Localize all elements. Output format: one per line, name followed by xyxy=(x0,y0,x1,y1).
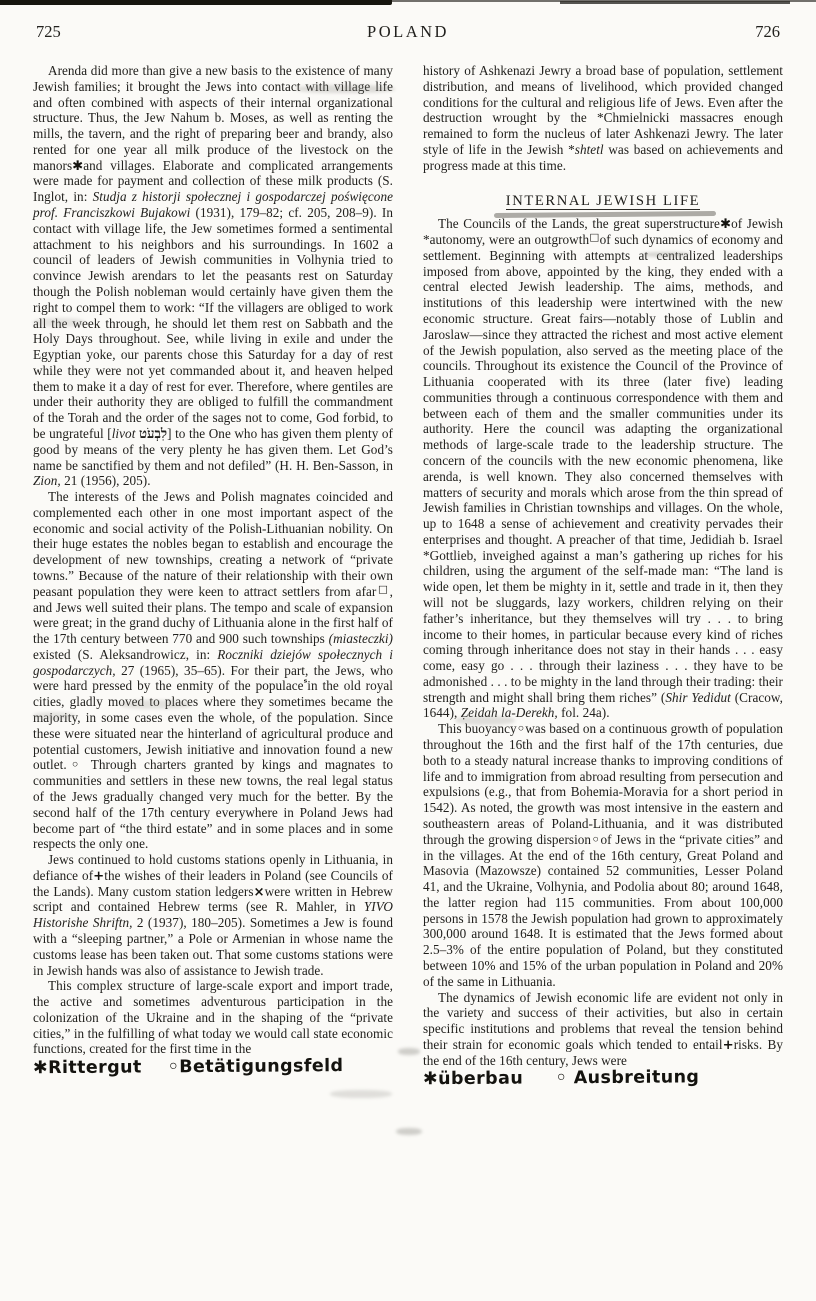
section-heading: INTERNAL JEWISH LIFE xyxy=(505,193,701,210)
handwritten-note: ✱Rittergut ◦Betätigungsfeld xyxy=(32,1056,344,1079)
handwritten-note: ✱überbau ◦ Ausbreitung xyxy=(422,1067,700,1090)
scan-artifact-top-edge-left xyxy=(0,0,392,5)
italic-text: shtetl xyxy=(574,141,604,157)
handwritten-mark: □ xyxy=(376,583,390,596)
handwritten-mark: ✱ xyxy=(719,217,732,233)
handwritten-mark: ◦ xyxy=(516,722,526,738)
scan-smudge xyxy=(642,252,690,257)
scan-smudge xyxy=(396,1128,422,1135)
italic-text: Studja z historji społecznej i gospodarczej poświęcone prof. Franciszkowi Bujakowi xyxy=(33,189,393,221)
scan-smudge xyxy=(33,712,75,720)
handwritten-mark: ◦ xyxy=(66,758,84,774)
italic-text: (miasteczki) xyxy=(328,631,393,647)
italic-text: livot xyxy=(111,425,136,441)
paragraph: This buoyancy◦was based on a continuous growth of population throughout the 16th and the first half of the 17th centuries, due both to a steady natural increase thanks to improving conditions of life and to immigration from abroad resulting from persecution and expulsions (e.g., that from Bohemia-Moravia for a short period in 1542). As noted, the growth was most intensive in the eastern and southeastern areas of Poland-Lithuania, and it was distributed through the growing dispersion◦of Jews in the “private cities” and in the villages. At the end of the 16th century, Great Poland and Masovia (Mazowsze) contained 52 communities, Lesser Poland 41, and the Ukraine, Volhynia, and Podolia about 80; around 1648, the latter region had 115 communities. From about 100,000 persons in 1578 the Jewish population had grown to approximately 300,000 around 1648. It is estimated that the Jews formed about 2.5–3% of the entire population of Poland, but they constituted between 10% and 15% of the urban population in Poland and 20% of the same in Lithuania. xyxy=(423,721,783,989)
scan-smudge xyxy=(398,1048,420,1055)
section-heading-inner xyxy=(503,193,703,211)
handwritten-mark: × xyxy=(253,884,265,900)
page-header xyxy=(36,22,780,42)
page-number-right: 726 xyxy=(755,22,780,41)
scan-smudge xyxy=(330,1090,392,1098)
left-column xyxy=(33,63,393,1087)
scan-smudge xyxy=(295,85,395,93)
scan-smudge xyxy=(120,700,192,709)
right-column xyxy=(422,63,783,1090)
italic-text: Shir Yedidut xyxy=(665,689,731,705)
scan-smudge xyxy=(33,318,85,327)
italic-text: YIVO Historishe Shriftn, xyxy=(33,899,393,931)
italic-text: Zion, xyxy=(33,473,61,489)
italic-text: Ẓeidah la-Derekh, xyxy=(460,705,558,721)
paragraph: This complex structure of large-scale export and import trade, the active and sometimes adventurous participation in the colonization of the Ukraine and in the shaping of the “private cities,” in the fulfilling of what today we would call state economic functions, created for the first time in the xyxy=(33,978,393,1057)
handwritten-mark: ◦ xyxy=(591,832,601,848)
paragraph: history of Ashkenazi Jewry a broad base of population, settlement distribution, and means of livelihood, which provided changed conditions for the cultural and religious life of Jews. Even after the destruction wrought by the *Chmielnicki massacres enough remained to form the nucleus of later Ashkenazi Jewry. The later style of life in the Jewish *shtetl was based on achievements and progress made at this time. xyxy=(423,63,783,173)
scan-smudge xyxy=(455,716,515,725)
paragraph: Arenda did more than give a new basis to the existence of many Jewish families; it brought the Jews into contact with village life and often combined with aspects of their internal organizational structure. Thus, the Jew Nahum b. Moses, as well as renting the mills, the tavern, and the right of preparing beer and brandy, also rented for one year all milk produce of the livestock on the manors✱and villages. Elaborate and complicated arrangements were made for payment and collection of these milk products (S. Inglot, in: Studja z historji społecznej i gospodarczej poświęcone prof. Franciszkowi Bujakowi (1931), 179–82; cf. 205, 208–9). In contact with village life, the Jew sometimes formed a sentimental attachment to his neighbors and his surroundings. In 1602 a council of leaders of Jewish communities in Volhynia tried to convince Jewish arendars to let the peasants rest on Saturday though the Polish nobleman would certainly have given them the right to compel them to work: “If the villagers are obliged to work all the week through, he should let them rest on Sabbath and the Holy Days throughout. See, while living in exile and under the Egyptian yoke, our parents chose this Saturday for a day of rest while they were not yet commanded about it, and heaven helped them to make it a day of rest for ever. Therefore, where gentiles are under their authority they are obliged to fulfill the commandment of the Torah and the order of the sages not to come, God forbid, to be ungrateful [livot לִבְעֹט] to the One who has given them plenty of good by means of the very plenty he has given them. Let God’s name be sanctified by them and not defiled” (H. H. Ben-Sasson, in Zion, 21 (1956), 205). xyxy=(33,63,394,489)
hebrew-text: לִבְעֹט xyxy=(138,425,168,441)
handwritten-mark: + xyxy=(93,868,105,884)
handwritten-mark: ✱ xyxy=(72,158,84,174)
paragraph: Jews continued to hold customs stations openly in Lithuania, in defiance of+the wishes of their leaders in Poland (see Councils of the Lands). Many custom station ledgers×were written in Hebrew script and contained Hebrew terms (see R. Mahler, in YIVO Historishe Shriftn, 2 (1937), 180–205). Sometimes a Jew is found with a “sleeping partner,” a Pole or Armenian in whose name the customs lease has been taken out. That some customs stations were in Jewish hands was also of assistance to Jewish trade. xyxy=(33,852,393,978)
page-number-left: 725 xyxy=(36,22,61,41)
section-heading-wrap xyxy=(423,193,783,211)
paragraph: The dynamics of Jewish economic life are evident not only in the variety and success of their activities, but also in certain specific institutions and problems that reveal the tension behind their strain for economic goals which tended to entail+risks. By the end of the 16th century, Jews were xyxy=(423,989,783,1068)
paragraph: The interests of the Jews and Polish magnates coincided and complemented each other in one most important aspect of the economic and social activity of the Polish-Lithuanian nobility. On their huge estates the nobles began to establish and encourage the development of new townships, creating a network of “private towns.” Because of the nature of their relationship with their own peasant population they were keen to attract settlers from afar□, and Jews well suited their plans. The tempo and scale of expansion were great; in the grand duchy of Lithuania alone in the first half of the 17th century between 770 and 900 such townships (miasteczki) existed (S. Aleksandrowicz, in: Roczniki dziejów społecznych i gospodarczych, 27 (1965), 35–65). For their part, the Jews, who were hard pressed by the enmity of the populace$^ˢ$in the old royal cities, gladly moved to places where they sometimes became the majority, in some cases even the whole, of the population. Since these were situated near the hinterland of agricultural produce and potential customers, Jewish initiative and innovation found a new outlet.◦ Through charters granted by kings and magnates to communities and settlers in these new towns, the real legal status of the Jews gradually changed very much for the better. By the second half of the 17th century everywhere in Poland Jews had become part of “the third estate” and in some places and in some respects the only one. xyxy=(33,489,394,852)
running-title: POLAND xyxy=(367,22,449,41)
handwritten-mark: □ xyxy=(589,231,600,244)
handwritten-mark: ˢ xyxy=(303,678,308,690)
handwritten-mark: + xyxy=(722,1037,734,1053)
italic-text: Roczniki dziejów społecznych i gospodarczych, xyxy=(33,646,393,678)
scan-artifact-top-edge-right xyxy=(560,1,790,4)
two-column-text xyxy=(32,63,783,1090)
paragraph: The Councils of the Lands, the great superstructure✱of Jewish *autonomy, were an outgrowth□of such dynamics of economy and settlement. Beginning with attempts at centralized leaderships imposed from above, appointed by the king, they ended with a central elected Jewish leadership. The aims, methods, and institutions of this leadership were intertwined with the new economic structure. Great fairs—notably those of Lublin and Jaroslaw—since they attracted the richest and most active element of the Jewish population, also served as the meeting place of the councils. Throughout its existence the Council of the Province of Lithuania cooperated with its three (later five) leading communities through a continuous correspondence with them and between each of them and the smaller communities under its authority. Here the council was adapting the organizational methods of large-scale trade to the leadership structure. The concern of the councils with the new economic phenomena, like arenda, is well known. They also concerned themselves with matters of security and morals which arose from the thin spread of Jewish families in Christian townships and villages. On the whole, up to 1648 a sense of achievement and creativity pervades their enterprises and thought. A preacher of that time, Jedidiah b. Israel *Gottlieb, inveighed against a man’s gathering up riches for his children, using the argument of the self-made man: “The land is wide open, let them be mighty in it, settle and trade in it, then they will not be sluggards, lazy workers, children relying on their father’s inheritance, but they themselves will try . . . to bring income to their homes, in particular because every kind of riches coming through inheritance does not stay in their hands . . . easy come, easy go . . . through their laziness . . . they have to be admonished . . . to be mighty in the land through their trading: their strength and might shall bring them riches” (Shir Yedidut (Cracow, 1644), Ẓeidah la-Derekh, fol. 24a). xyxy=(423,216,783,721)
